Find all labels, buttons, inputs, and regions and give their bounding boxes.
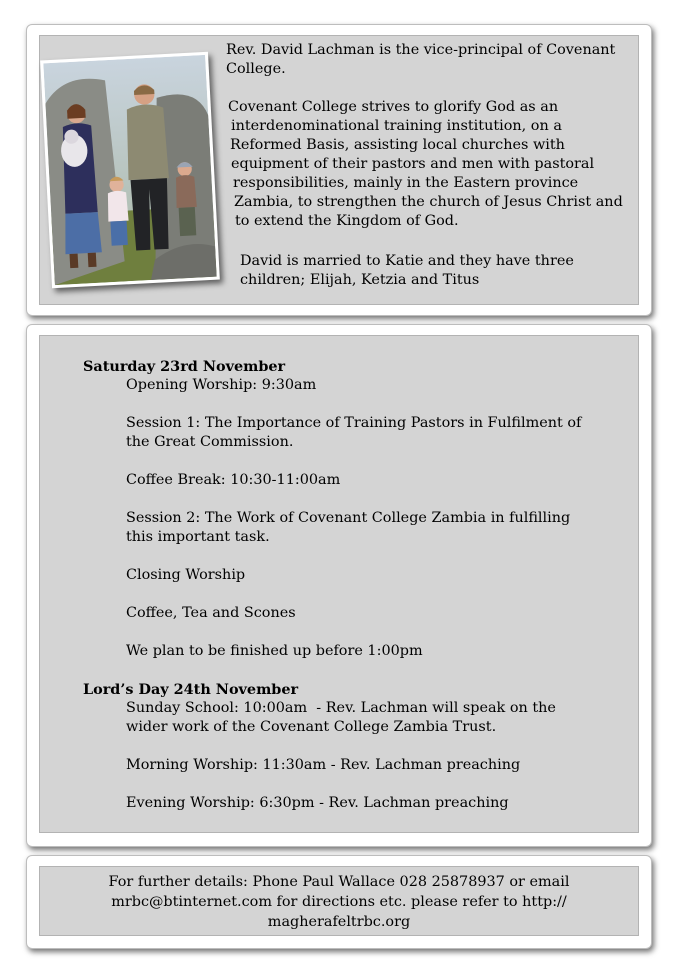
schedule-item-line: wider work of the Covenant College Zambia Trust. [126, 719, 497, 735]
schedule-item-evening-worship [126, 794, 581, 813]
schedule-item-session-2 [126, 509, 581, 547]
bio-intro [226, 41, 615, 79]
contact-line: For further details: Phone Paul Wallace 028 25878937 or email [108, 874, 570, 890]
schedule-item-refreshments [126, 604, 581, 623]
schedule-item-line: Coffee, Tea and Scones [126, 605, 296, 621]
bio-intro-line: College. [226, 61, 286, 77]
schedule-item-line: Session 2: The Work of Covenant College Zambia in fulfilling [126, 510, 571, 526]
schedule-item-coffee-break [126, 471, 581, 490]
bio-mission-line: Zambia, to strengthen the church of Jesus Christ and [234, 194, 623, 210]
bio-intro-line: Rev. David Lachman is the vice-principal of Covenant [226, 42, 616, 58]
schedule-panel [26, 324, 652, 847]
bio-mission-line: Covenant College strives to glorify God as an [228, 99, 559, 115]
contact-line: magherafeltrbc.org [267, 914, 411, 930]
schedule-item-opening-worship [126, 376, 581, 395]
contact-line: mrbc@btinternet.com for directions etc. please refer to http:// [111, 894, 567, 910]
contact-panel [26, 855, 652, 949]
bio-mission-line: responsibilities, mainly in the Eastern province [233, 175, 579, 191]
bio-panel [26, 24, 652, 316]
schedule-item-session-1 [126, 414, 581, 452]
schedule-item-line: Evening Worship: 6:30pm - Rev. Lachman preaching [126, 795, 509, 811]
family-photo-image [43, 55, 216, 285]
schedule-item-line: this important task. [126, 529, 270, 545]
schedule [83, 357, 581, 813]
bio-mission-line: Reformed Basis, assisting local churches with [230, 137, 565, 153]
schedule-item-line: Opening Worship: 9:30am [126, 377, 317, 393]
schedule-item-sunday-school [126, 699, 581, 737]
schedule-item-line: Closing Worship [126, 567, 246, 583]
bio-mission-line: to extend the Kingdom of God. [235, 213, 459, 229]
family-photo [40, 52, 220, 288]
bio-mission-line: equipment of their pastors and men with pastoral [231, 156, 595, 172]
bio-family-line: David is married to Katie and they have three [240, 253, 574, 269]
lords-day-heading: Lord’s Day 24th November [83, 681, 299, 698]
schedule-item-line: Coffee Break: 10:30-11:00am [126, 472, 341, 488]
bio-family-line: children; Elijah, Ketzia and Titus [240, 272, 480, 288]
schedule-item-morning-worship [126, 756, 581, 775]
schedule-item-line: the Great Commission. [126, 434, 294, 450]
bio-mission [228, 98, 623, 231]
bio-family [240, 252, 574, 290]
schedule-item-line: Session 1: The Importance of Training Pastors in Fulfilment of [126, 415, 582, 431]
schedule-item-line: We plan to be finished up before 1:00pm [126, 643, 423, 659]
contact-box [39, 866, 639, 936]
schedule-item-line: Sunday School: 10:00am - Rev. Lachman will speak on the [126, 700, 556, 716]
bio-mission-line: interdenominational training institution, on a [231, 118, 562, 134]
contact-details [40, 872, 638, 932]
schedule-box [39, 335, 639, 833]
schedule-item-line: Morning Worship: 11:30am - Rev. Lachman preaching [126, 757, 521, 773]
schedule-item-finish-note [126, 642, 581, 661]
bio-box [39, 35, 639, 305]
schedule-item-closing-worship [126, 566, 581, 585]
saturday-heading: Saturday 23rd November [83, 358, 286, 375]
